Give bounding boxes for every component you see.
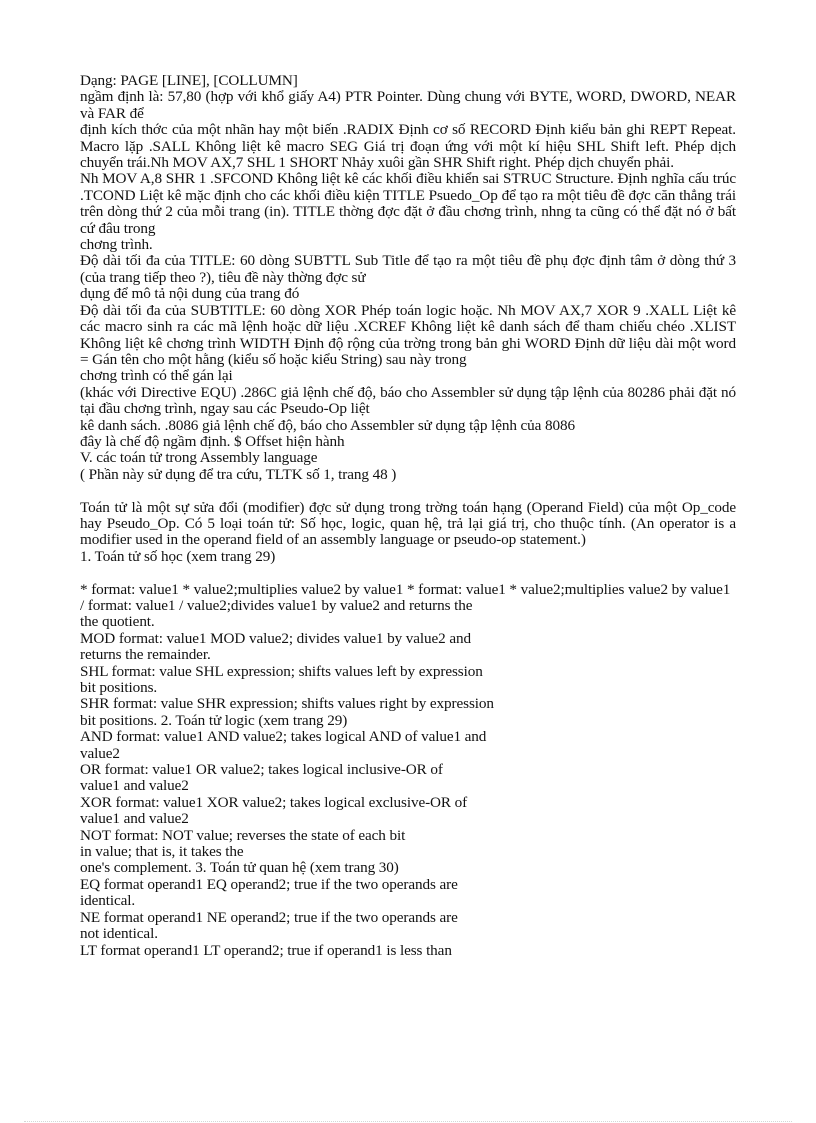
text-line: LT format operand1 LT operand2; true if operand1 is less than — [80, 941, 452, 959]
text-line: Dạng: PAGE [LINE], [COLLUMN] — [80, 72, 298, 89]
text-paragraph: Độ dài tối đa của SUBTITLE: 60 dòng XOR Phép toán logic hoặc. Nh MOV AX,7 XOR 9 .XALL Liệt kê các macro sinh ra các mã lệnh hoặc dữ liệu .XCREF Không liệt kê danh sách để tham chiếu chéo .XLIST Không liệt kê chơng trình WIDTH Định độ rộng của trờng trong bản ghi WORD Định dữ liệu dài một word = Gán tên cho một hằng (kiểu số hoặc kiểu String) sau này trong — [80, 301, 736, 368]
text-line: value2 — [80, 744, 120, 762]
text-line: MOD format: value1 MOD value2; divides value1 by value2 and — [80, 629, 471, 647]
text-line: EQ format operand1 EQ operand2; true if the two operands are — [80, 875, 458, 893]
text-line: returns the remainder. — [80, 646, 211, 664]
text-line: NE format operand1 NE operand2; true if the two operands are — [80, 908, 458, 926]
text-line: the quotient. — [80, 613, 155, 631]
text-line: SHR format: value SHR expression; shifts values right by expression — [80, 695, 494, 713]
text-paragraph: Độ dài tối đa của TITLE: 60 dòng SUBTTL Sub Title để tạo ra một tiêu đề phụ đợc định tâm ở dòng thứ 3 (của trang tiếp theo ?), tiêu đề này thờng đợc sử — [80, 252, 736, 286]
document-body — [80, 73, 736, 959]
blank-line — [80, 565, 736, 581]
text-line: bit positions. — [80, 679, 158, 696]
text-paragraph: (khác với Directive EQU) .286C giả lệnh chế độ, báo cho Assembler sử dụng tập lệnh của 80286 phải đặt nó tại đầu chơng trình, ngay sau các Pseudo-Op liệt — [80, 383, 736, 418]
text-line: value1 and value2 — [80, 810, 189, 828]
text-line: đây là chế độ ngầm định. $ Offset hiện hành — [80, 432, 345, 450]
text-line: not identical. — [80, 925, 158, 943]
text-line: kê danh sách. .8086 giả lệnh chế độ, báo cho Assembler sử dụng tập lệnh của 8086 — [80, 416, 575, 434]
text-line: one's complement. 3. Toán tử quan hệ (xem trang 30) — [80, 859, 399, 877]
text-paragraph: định kích thớc của một nhãn hay một biến .RADIX Định cơ số RECORD Định kiểu bản ghi REPT Repeat. Macro lặp .SALL Không liệt kê macro SEG Giá trị đoạn ứng với một kí hiệu SHL Shift left. Phép dịch chuyển trái.Nh MOV AX,7 SHL 1 SHORT Nhảy xuôi gần SHR Shift right. Phép dịch chuyển phải. — [80, 121, 736, 172]
text-line: SHL format: value SHL expression; shifts values left by expression — [80, 662, 483, 680]
text-line: bit positions. 2. Toán tử logic (xem trang 29) — [80, 711, 348, 729]
text-line: identical. — [80, 892, 136, 910]
text-line: / format: value1 / value2;divides value1 by value2 and returns the — [80, 596, 473, 614]
text-paragraph: ngầm định là: 57,80 (hợp với khổ giấy A4) PTR Pointer. Dùng chung với BYTE, WORD, DWORD, NEAR và FAR để — [80, 88, 736, 122]
text-line: chơng trình có thể gán lại — [80, 367, 233, 385]
blank-line — [80, 483, 736, 499]
section-note: ( Phần này sử dụng để tra cứu, TLTK số 1, trang 48 ) — [80, 465, 397, 483]
text-paragraph: Toán tử là một sự sửa đổi (modifier) đợc sử dụng trong trờng toán hạng (Operand Field) của một Op_code hay Pseudo_Op. Có 5 loại toán tử: Số học, logic, quan hệ, trả lại giá trị, cho thuộc tính. (An operator is a modifier used in the operand field of an assembly language or pseudo-op statement.) — [80, 498, 736, 549]
section-heading: V. các toán tử trong Assembly language — [80, 449, 318, 467]
text-line: in value; that is, it takes the — [80, 843, 244, 861]
text-line: chơng trình. — [80, 236, 153, 254]
text-line: XOR format: value1 XOR value2; takes logical exclusive-OR of — [80, 793, 468, 811]
subsection-heading: 1. Toán tử số học (xem trang 29) — [80, 547, 276, 565]
text-line: OR format: value1 OR value2; takes logical inclusive-OR of — [80, 761, 443, 779]
text-line: AND format: value1 AND value2; takes logical AND of value1 and — [80, 728, 487, 746]
text-line: dụng để mô tả nội dung của trang đó — [80, 285, 300, 303]
text-line: value1 and value2 — [80, 777, 189, 795]
page-bottom-divider — [24, 1121, 792, 1122]
text-paragraph: Nh MOV A,8 SHR 1 .SFCOND Không liệt kê các khối điều khiển sai STRUC Structure. Định nghĩa cấu trúc .TCOND Liệt kê mặc định cho các khối điều kiện TITLE Psuedo_Op để tạo ra một tiêu đề đợc căn thẳng trái trên dòng thứ 2 của mỗi trang (in). TITLE thờng đợc đặt ở đầu chơng trình, nhng ta cũng có thể đặt nó ở bất cứ đâu trong — [80, 170, 736, 237]
text-paragraph: * format: value1 * value2;multiplies value2 by value1 * format: value1 * value2;multiplies value2 by value1 — [80, 580, 731, 598]
text-line: NOT format: NOT value; reverses the state of each bit — [80, 826, 406, 844]
